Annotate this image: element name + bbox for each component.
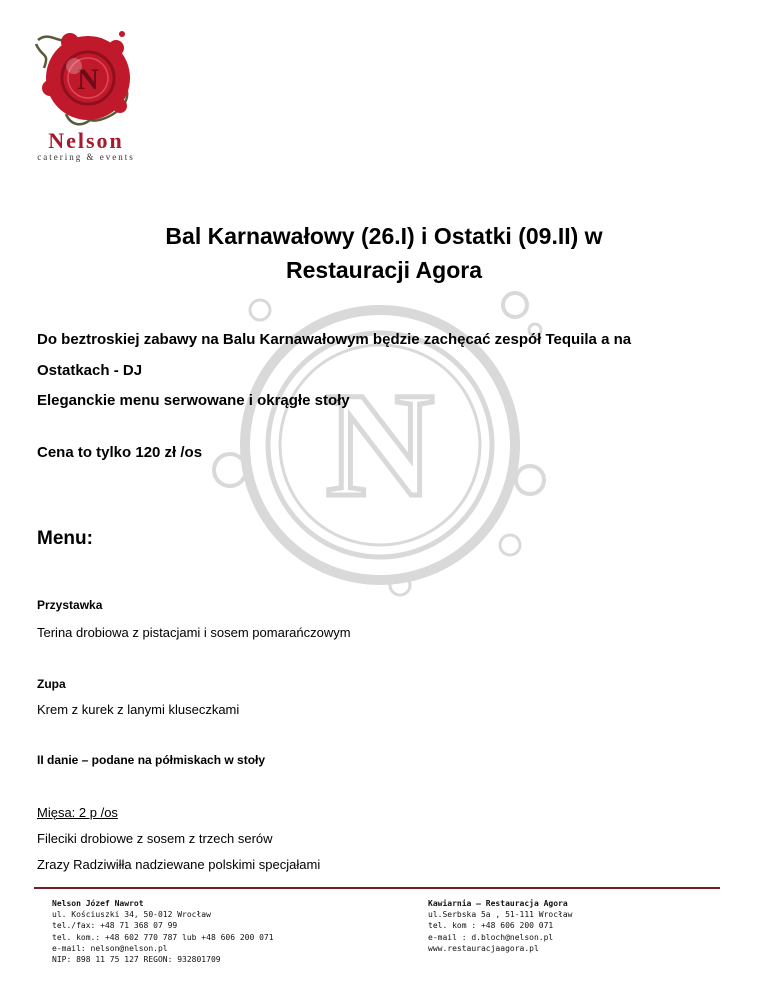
meat-item: Fileciki drobiowe z sosem z trzech serów [37, 831, 273, 846]
nelson-logo [30, 28, 142, 163]
footer-right-name: Kawiarnia – Restauracja Agora [428, 899, 568, 908]
soup-label: Zupa [37, 677, 66, 691]
intro-line1: Do beztroskiej zabawy na Balu Karnawałowym będzie zachęcać zespół Tequila a na [37, 331, 632, 348]
wax-seal-icon [30, 28, 142, 128]
footer-right-address: ul.Serbska 5a , 51-111 Wrocław [428, 910, 573, 920]
footer-right-phone: tel. kom : +48 606 200 071 [428, 921, 554, 931]
page-title-line1: Bal Karnawałowy (26.I) i Ostatki (09.II) w [165, 223, 603, 249]
logo-subtitle: catering & events [37, 152, 135, 162]
footer-divider [34, 887, 720, 889]
logo-name: Nelson [48, 128, 124, 153]
main-course-label: II danie – podane na półmiskach w stoły [37, 753, 266, 767]
footer-left [52, 898, 274, 965]
page-title-line2: Restauracji Agora [286, 257, 482, 283]
footer-left-name: Nelson Józef Nawrot [52, 899, 144, 908]
price-text: Cena to tylko 120 zł /os [37, 444, 203, 461]
footer-left-fax: tel./fax: +48 71 368 07 99 [52, 921, 178, 931]
starter-item: Terina drobiowa z pistacjami i sosem pomarańczowym [37, 625, 351, 640]
footer-left-address: ul. Kościuszki 34, 50-012 Wrocław [52, 910, 211, 920]
footer-left-nip: NIP: 898 11 75 127 REGON: 932801709 [52, 955, 221, 965]
intro-line2: Ostatkach - DJ [37, 362, 143, 379]
watermark-seal-icon [200, 270, 560, 600]
meats-label: Mięsa: 2 p /os [37, 805, 118, 820]
footer-right-email: e-mail : d.bloch@nelson.pl [428, 932, 554, 942]
intro-line3: Eleganckie menu serwowane i okrągłe stoły [37, 392, 350, 409]
footer-right-website: www.restauracjaagora.pl [428, 943, 539, 953]
menu-heading: Menu: [37, 528, 93, 549]
footer-left-phone: tel. kom.: +48 602 770 787 lub +48 606 200 071 [52, 932, 274, 942]
starter-label: Przystawka [37, 598, 103, 612]
footer-left-email: e-mail: nelson@nelson.pl [52, 943, 168, 953]
footer-right [428, 898, 573, 954]
soup-item: Krem z kurek z lanymi kluseczkami [37, 702, 240, 717]
meat-item: Zrazy Radziwiłła nadziewane polskimi specjałami [37, 857, 321, 872]
svg-text:N: N [77, 63, 99, 96]
svg-text:N: N [325, 362, 435, 528]
